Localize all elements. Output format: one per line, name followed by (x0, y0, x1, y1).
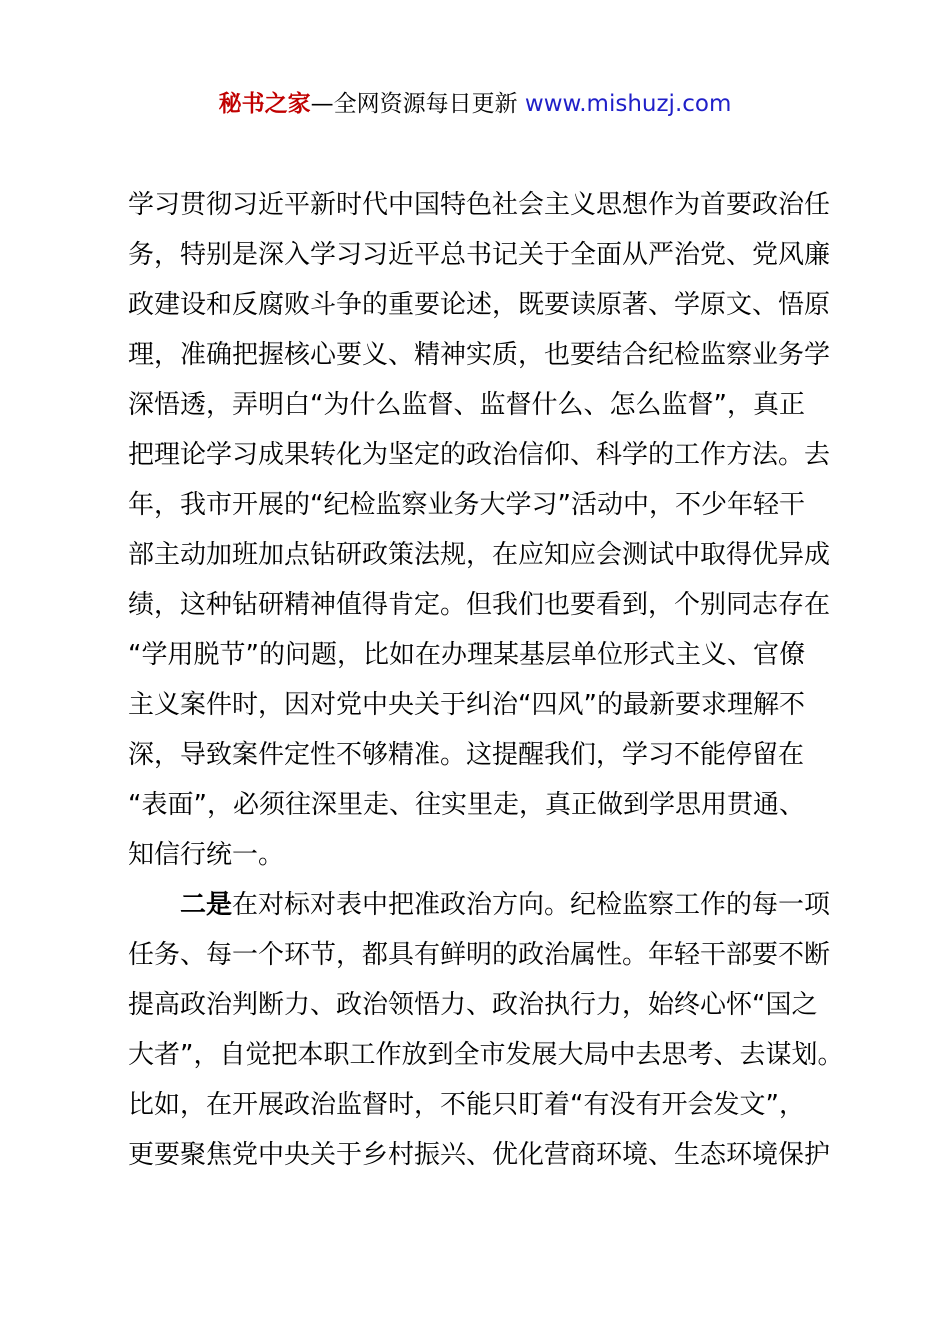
text-line: 把理论学习成果转化为坚定的政治信仰、科学的工作方法。去 (128, 440, 831, 470)
site-header (0, 88, 950, 120)
header-tagline: —全网资源每日更新 (310, 91, 518, 117)
text-line: 大者”，自觉把本职工作放到全市发展大局中去思考、去谋划。 (128, 1040, 844, 1070)
paragraph-2 (128, 880, 844, 1180)
text-line: 深，导致案件定性不够精准。这提醒我们，学习不能停留在 (128, 740, 805, 770)
text-line: 主义案件时，因对党中央关于纠治“四风”的最新要求理解不 (128, 690, 805, 720)
text-line: 部主动加班加点钻研政策法规，在应知应会测试中取得优异成 (128, 540, 831, 570)
text-line: 知信行统一。 (128, 840, 285, 870)
text-line: “表面”，必须往深里走、往实里走，真正做到学思用贯通、 (128, 790, 805, 820)
text-line: 任务、每一个环节，都具有鲜明的政治属性。年轻干部要不断 (128, 940, 831, 970)
paragraph-2-first-line (128, 880, 838, 930)
document-body (128, 180, 844, 1180)
text-line: 深悟透，弄明白“为什么监督、监督什么、怎么监督”，真正 (128, 390, 805, 420)
text-line: 学习贯彻习近平新时代中国特色社会主义思想作为首要政治任 (128, 190, 831, 220)
text-line: 理，准确把握核心要义、精神实质，也要结合纪检监察业务学 (128, 340, 831, 370)
paragraph-2-first-line-text: 在对标对表中把准政治方向。纪检监察工作的每一项 (232, 890, 831, 920)
text-line: “学用脱节”的问题，比如在办理某基层单位形式主义、官僚 (128, 640, 805, 670)
paragraph-1 (128, 180, 838, 880)
text-line: 绩，这种钻研精神值得肯定。但我们也要看到，个别同志存在 (128, 590, 831, 620)
paragraph-2-lead: 二是 (180, 890, 233, 920)
text-line: 年，我市开展的“纪检监察业务大学习”活动中，不少年轻干 (128, 490, 805, 520)
text-line: 政建设和反腐败斗争的重要论述，既要读原著、学原文、悟原 (128, 290, 831, 320)
text-line: 提高政治判断力、政治领悟力、政治执行力，始终心怀“国之 (128, 990, 818, 1020)
site-url-link[interactable]: www.mishuzj.com (524, 91, 732, 117)
text-line: 更要聚焦党中央关于乡村振兴、优化营商环境、生态环境保护 (128, 1140, 831, 1170)
brand-name: 秘书之家 (218, 91, 311, 117)
text-line: 比如，在开展政治监督时，不能只盯着“有没有开会发文”， (128, 1090, 805, 1120)
text-line: 务，特别是深入学习习近平总书记关于全面从严治党、党风廉 (128, 240, 831, 270)
